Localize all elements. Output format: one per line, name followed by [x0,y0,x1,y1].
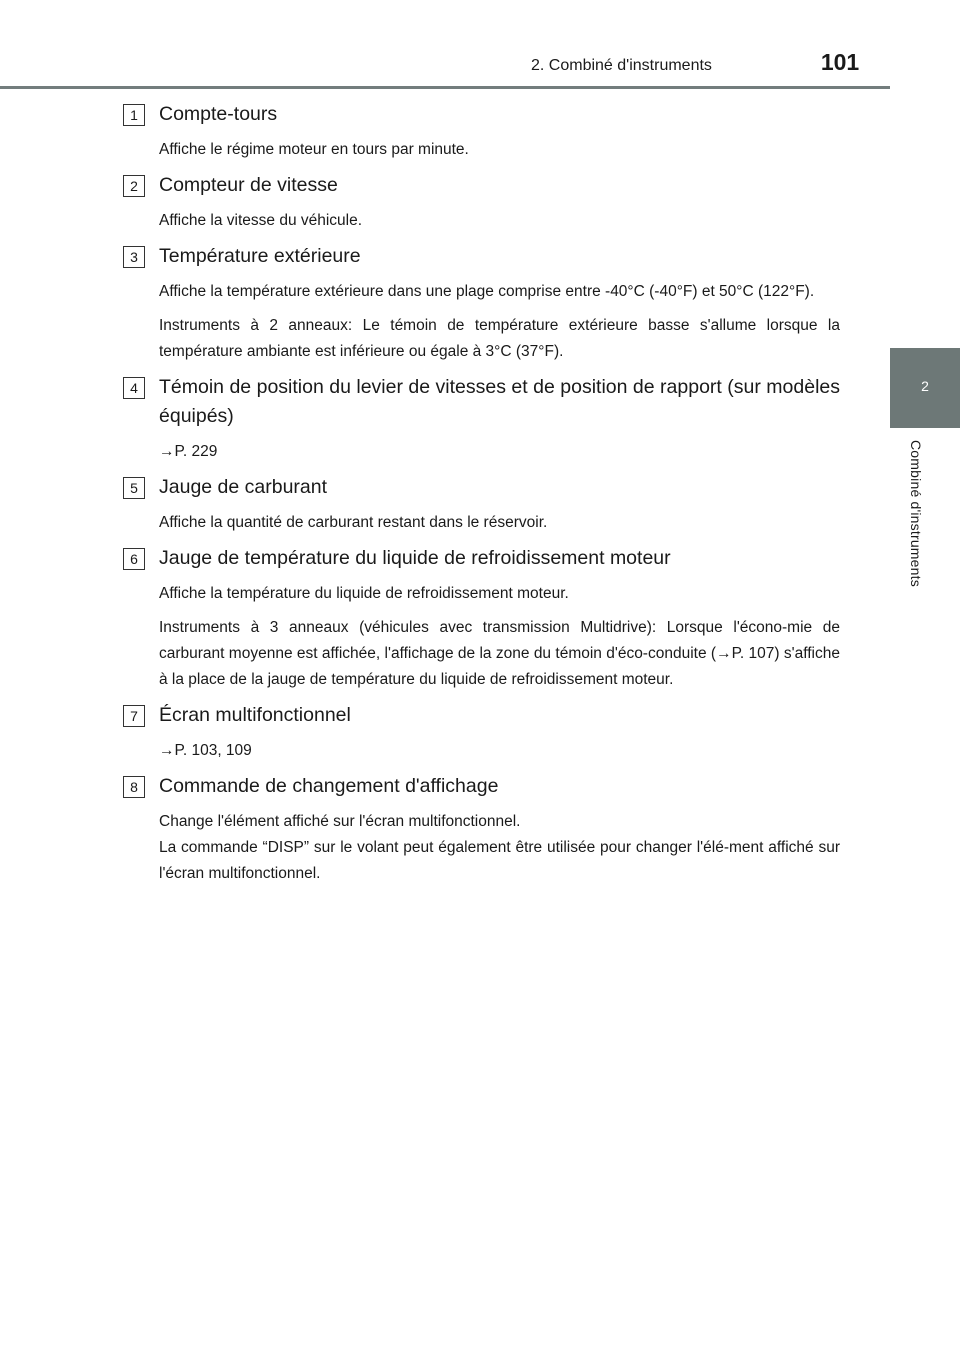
item-description: Affiche la température extérieure dans une plage comprise entre -40°C (-40°F) et 50°C (122°F). [159,283,815,300]
item-title: Compte-tours [159,103,278,125]
page-reference-link[interactable]: →P. 103, 109 [159,742,252,759]
item-title: Jauge de température du liquide de refroidissement moteur [159,547,671,569]
item-number-badge: 7 [123,705,145,727]
item-title: Compteur de vitesse [159,174,338,196]
page-number: 101 [820,49,860,75]
item-list [123,100,840,887]
item-description: La commande “DISP” sur le volant peut également être utilisée pour changer l'élé-ment affiché sur l'écran multifonctionnel. [159,839,840,882]
list-item [123,772,840,887]
item-number-badge: 3 [123,246,145,268]
item-description: Affiche la température du liquide de refroidissement moteur. [159,585,569,602]
item-number-badge: 8 [123,776,145,798]
item-title: Jauge de carburant [159,476,328,498]
item-number-badge: 1 [123,104,145,126]
item-description: Change l'élément affiché sur l'écran multifonctionnel. [159,813,521,830]
list-item [123,373,840,465]
item-title: Témoin de position du levier de vitesses et de position de rapport (sur modèles équipés) [159,376,840,427]
item-title: Commande de changement d'affichage [159,775,499,797]
item-description: Instruments à 3 anneaux (véhicules avec transmission Multidrive): Lorsque l'écono-mie de carburant moyenne est affichée, l'affichage de la zone du témoin d'éco-conduite (→P. 107) s'affiche à la place de la jauge de température du liquide de refroidissement moteur. [159,619,840,688]
header-rule [0,86,890,89]
page-reference-link[interactable]: →P. 229 [159,443,218,460]
item-title: Écran multifonctionnel [159,704,351,726]
chapter-tab-number: 2 [921,378,929,394]
list-item [123,100,840,163]
list-item [123,701,840,764]
list-item [123,473,840,536]
item-number-badge: 6 [123,548,145,570]
list-item [123,544,840,693]
item-number-badge: 2 [123,175,145,197]
item-description: Affiche le régime moteur en tours par minute. [159,141,469,158]
item-number-badge: 4 [123,377,145,399]
chapter-tab [890,348,960,428]
item-description: Affiche la quantité de carburant restant dans le réservoir. [159,514,548,531]
chapter-tab-label: Combiné d'instruments [908,440,924,587]
list-item [123,171,840,234]
item-description: Instruments à 2 anneaux: Le témoin de température extérieure basse s'allume lorsque la température ambiante est inférieure ou égale à 3°C (37°F). [159,317,840,360]
item-number-badge: 5 [123,477,145,499]
item-description: Affiche la vitesse du véhicule. [159,212,363,229]
item-title: Température extérieure [159,245,361,267]
list-item [123,242,840,365]
header-section-title: 2. Combiné d'instruments [531,57,712,74]
